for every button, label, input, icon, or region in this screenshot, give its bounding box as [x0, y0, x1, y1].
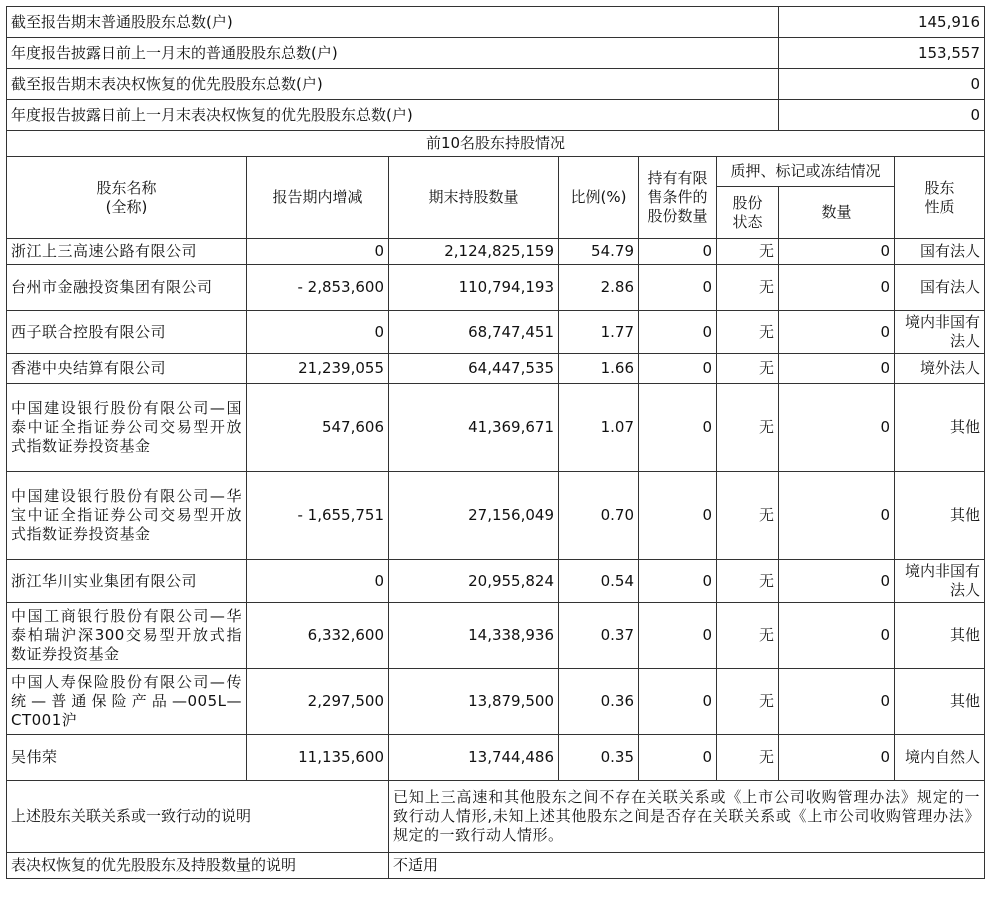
holding-ratio: 54.79 — [559, 239, 639, 265]
restricted-shares: 0 — [639, 735, 717, 781]
holding-ratio: 2.86 — [559, 265, 639, 311]
summary-value: 145,916 — [779, 7, 985, 38]
header-row — [7, 157, 985, 187]
summary-label: 截至报告期末表决权恢复的优先股股东总数(户) — [7, 69, 779, 100]
pledge-quantity: 0 — [779, 560, 895, 603]
summary-value: 0 — [779, 69, 985, 100]
pledge-quantity: 0 — [779, 311, 895, 354]
table-row — [7, 560, 985, 603]
summary-label: 年度报告披露日前上一月末表决权恢复的优先股股东总数(户) — [7, 100, 779, 131]
table-row — [7, 603, 985, 669]
pledge-status: 无 — [717, 311, 779, 354]
holding-shares: 13,879,500 — [389, 669, 559, 735]
shareholder-nature: 境内非国有法人 — [895, 560, 985, 603]
summary-label: 截至报告期末普通股股东总数(户) — [7, 7, 779, 38]
pledge-quantity: 0 — [779, 472, 895, 560]
table-row — [7, 311, 985, 354]
shareholder-table-container — [6, 6, 984, 879]
shareholder-rows — [7, 239, 985, 781]
shareholder-nature: 国有法人 — [895, 265, 985, 311]
table-row — [7, 354, 985, 384]
restricted-shares: 0 — [639, 354, 717, 384]
note-row — [7, 781, 985, 853]
shareholder-nature: 其他 — [895, 472, 985, 560]
shareholder-name: 中国建设银行股份有限公司—国泰中证全指证券公司交易型开放式指数证券投资基金 — [7, 384, 247, 472]
holding-shares: 64,447,535 — [389, 354, 559, 384]
header-change: 报告期内增减 — [247, 157, 389, 239]
header-pledge-status: 股份 状态 — [717, 187, 779, 239]
holding-ratio: 0.36 — [559, 669, 639, 735]
pledge-quantity: 0 — [779, 265, 895, 311]
shareholder-name: 中国建设银行股份有限公司—华宝中证全指证券公司交易型开放式指数证券投资基金 — [7, 472, 247, 560]
summary-label: 年度报告披露日前上一月末的普通股股东总数(户) — [7, 38, 779, 69]
holding-ratio: 0.54 — [559, 560, 639, 603]
holding-shares: 14,338,936 — [389, 603, 559, 669]
shareholder-nature: 境内非国有法人 — [895, 311, 985, 354]
table-row — [7, 239, 985, 265]
shareholder-name: 台州市金融投资集团有限公司 — [7, 265, 247, 311]
holding-change: 0 — [247, 239, 389, 265]
header-ratio: 比例(%) — [559, 157, 639, 239]
holding-change: - 2,853,600 — [247, 265, 389, 311]
holding-ratio: 1.66 — [559, 354, 639, 384]
shareholder-name: 香港中央结算有限公司 — [7, 354, 247, 384]
restricted-shares: 0 — [639, 603, 717, 669]
note-label: 表决权恢复的优先股股东及持股数量的说明 — [7, 853, 389, 879]
shareholder-name: 西子联合控股有限公司 — [7, 311, 247, 354]
pledge-quantity: 0 — [779, 603, 895, 669]
pledge-status: 无 — [717, 669, 779, 735]
table-row — [7, 472, 985, 560]
shareholder-nature: 其他 — [895, 669, 985, 735]
holding-shares: 68,747,451 — [389, 311, 559, 354]
header-name: 股东名称 (全称) — [7, 157, 247, 239]
holding-shares: 13,744,486 — [389, 735, 559, 781]
holding-ratio: 1.77 — [559, 311, 639, 354]
section-title: 前10名股东持股情况 — [7, 131, 985, 157]
pledge-quantity: 0 — [779, 239, 895, 265]
section-title-row — [7, 131, 985, 157]
holding-shares: 27,156,049 — [389, 472, 559, 560]
summary-row — [7, 38, 985, 69]
summary-value: 153,557 — [779, 38, 985, 69]
shareholder-name: 吴伟荣 — [7, 735, 247, 781]
shareholder-name: 浙江华川实业集团有限公司 — [7, 560, 247, 603]
pledge-status: 无 — [717, 735, 779, 781]
shareholder-name: 中国工商银行股份有限公司—华泰柏瑞沪深300交易型开放式指数证券投资基金 — [7, 603, 247, 669]
note-label: 上述股东关联关系或一致行动的说明 — [7, 781, 389, 853]
shareholder-name: 中国人寿保险股份有限公司—传统—普通保险产品—005L—CT001沪 — [7, 669, 247, 735]
header-restricted: 持有有限售条件的股份数量 — [639, 157, 717, 239]
holding-change: - 1,655,751 — [247, 472, 389, 560]
holding-ratio: 0.35 — [559, 735, 639, 781]
pledge-status: 无 — [717, 603, 779, 669]
shareholder-table — [6, 6, 985, 879]
header-nature: 股东 性质 — [895, 157, 985, 239]
pledge-status: 无 — [717, 265, 779, 311]
holding-ratio: 1.07 — [559, 384, 639, 472]
holding-ratio: 0.37 — [559, 603, 639, 669]
restricted-shares: 0 — [639, 384, 717, 472]
table-row — [7, 384, 985, 472]
pledge-status: 无 — [717, 472, 779, 560]
holding-shares: 2,124,825,159 — [389, 239, 559, 265]
pledge-status: 无 — [717, 239, 779, 265]
restricted-shares: 0 — [639, 239, 717, 265]
holding-shares: 110,794,193 — [389, 265, 559, 311]
shareholder-nature: 其他 — [895, 384, 985, 472]
restricted-shares: 0 — [639, 472, 717, 560]
holding-change: 6,332,600 — [247, 603, 389, 669]
note-text: 已知上三高速和其他股东之间不存在关联关系或《上市公司收购管理办法》规定的一致行动人情形,未知上述其他股东之间是否存在关联关系或《上市公司收购管理办法》规定的一致行动人情形。 — [389, 781, 985, 853]
table-row — [7, 735, 985, 781]
shareholder-nature: 境内自然人 — [895, 735, 985, 781]
note-text: 不适用 — [389, 853, 985, 879]
shareholder-nature: 境外法人 — [895, 354, 985, 384]
summary-row — [7, 100, 985, 131]
holding-change: 547,606 — [247, 384, 389, 472]
holding-change: 21,239,055 — [247, 354, 389, 384]
table-row — [7, 265, 985, 311]
holding-shares: 41,369,671 — [389, 384, 559, 472]
header-pledge-group: 质押、标记或冻结情况 — [717, 157, 895, 187]
pledge-status: 无 — [717, 560, 779, 603]
summary-value: 0 — [779, 100, 985, 131]
holding-change: 0 — [247, 560, 389, 603]
header-pledge-qty: 数量 — [779, 187, 895, 239]
pledge-quantity: 0 — [779, 735, 895, 781]
note-row — [7, 853, 985, 879]
header-shares: 期末持股数量 — [389, 157, 559, 239]
summary-row — [7, 69, 985, 100]
restricted-shares: 0 — [639, 560, 717, 603]
holding-change: 0 — [247, 311, 389, 354]
table-row — [7, 669, 985, 735]
pledge-quantity: 0 — [779, 354, 895, 384]
restricted-shares: 0 — [639, 311, 717, 354]
pledge-status: 无 — [717, 384, 779, 472]
shareholder-nature: 国有法人 — [895, 239, 985, 265]
pledge-quantity: 0 — [779, 384, 895, 472]
holding-change: 11,135,600 — [247, 735, 389, 781]
holding-ratio: 0.70 — [559, 472, 639, 560]
restricted-shares: 0 — [639, 669, 717, 735]
pledge-quantity: 0 — [779, 669, 895, 735]
holding-change: 2,297,500 — [247, 669, 389, 735]
shareholder-name: 浙江上三高速公路有限公司 — [7, 239, 247, 265]
summary-row — [7, 7, 985, 38]
holding-shares: 20,955,824 — [389, 560, 559, 603]
pledge-status: 无 — [717, 354, 779, 384]
restricted-shares: 0 — [639, 265, 717, 311]
shareholder-nature: 其他 — [895, 603, 985, 669]
